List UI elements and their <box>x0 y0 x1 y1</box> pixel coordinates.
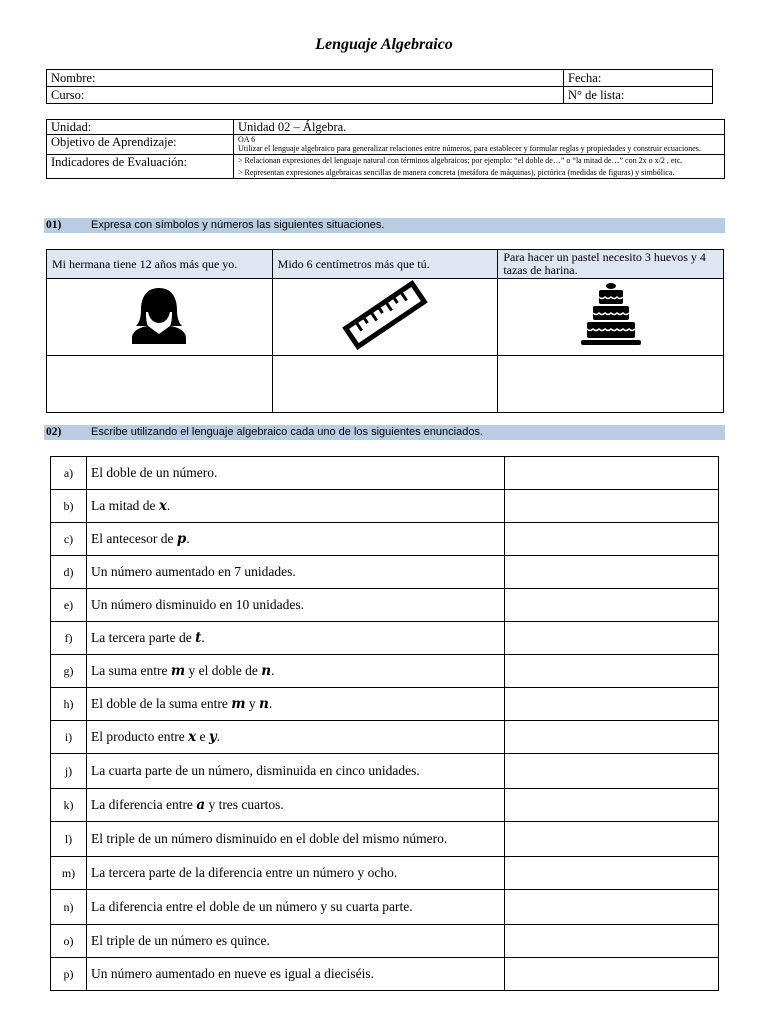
statement-row <box>51 490 719 523</box>
statement-row <box>51 457 719 490</box>
variable: x <box>188 729 197 745</box>
statement-text: El doble de un número. <box>87 457 505 490</box>
statement-letter: m) <box>51 857 87 890</box>
answer-cell[interactable] <box>505 589 719 622</box>
section2-header <box>44 425 725 440</box>
unit-value: Unidad 02 – Álgebra. <box>234 120 725 135</box>
statement-row <box>51 688 719 721</box>
section2-number: 02) <box>46 426 62 438</box>
statement-text: Un número aumentado en 7 unidades. <box>87 556 505 589</box>
statement-letter: l) <box>51 822 87 857</box>
statement-letter: e) <box>51 589 87 622</box>
section2-instruction: Escribe utilizando el lenguaje algebraico cada uno de los siguientes enunciados. <box>91 426 483 438</box>
list-number-field[interactable]: N° de lista: <box>564 87 713 104</box>
answer-cell[interactable] <box>505 622 719 655</box>
statement-letter: o) <box>51 925 87 958</box>
statement-row <box>51 754 719 789</box>
situation-1-text: Mi hermana tiene 12 años más que yo. <box>47 250 273 279</box>
statement-row <box>51 857 719 890</box>
situation-1-image <box>47 279 273 356</box>
statement-text: El triple de un número disminuido en el doble del mismo número. <box>87 822 505 857</box>
statement-text: La mitad de x. <box>87 490 505 523</box>
statement-text: La tercera parte de la diferencia entre un número y ocho. <box>87 857 505 890</box>
situation-2-image <box>272 279 498 356</box>
variable: y <box>208 729 217 745</box>
variable: x <box>158 498 167 514</box>
statement-row <box>51 958 719 991</box>
student-info-table <box>46 69 713 104</box>
statement-letter: g) <box>51 655 87 688</box>
answer-cell[interactable] <box>505 490 719 523</box>
variable: a <box>196 797 206 813</box>
answer-cell[interactable] <box>505 958 719 991</box>
statement-text: El doble de la suma entre m y n. <box>87 688 505 721</box>
statement-letter: f) <box>51 622 87 655</box>
statement-letter: k) <box>51 789 87 822</box>
answer-cell[interactable] <box>505 890 719 925</box>
situation-3-text: Para hacer un pastel necesito 3 huevos y 4 tazas de harina. <box>498 250 724 279</box>
statement-text: El triple de un número es quince. <box>87 925 505 958</box>
statement-letter: b) <box>51 490 87 523</box>
answer-cell[interactable] <box>505 655 719 688</box>
statement-text: Un número aumentado en nueve es igual a dieciséis. <box>87 958 505 991</box>
variable: m <box>231 696 246 712</box>
statement-row <box>51 890 719 925</box>
course-field[interactable]: Curso: <box>47 87 564 104</box>
statement-row <box>51 589 719 622</box>
situation-3-image <box>498 279 724 356</box>
statement-letter: i) <box>51 721 87 754</box>
statement-text: La suma entre m y el doble de n. <box>87 655 505 688</box>
name-field[interactable]: Nombre: <box>47 70 564 87</box>
answer-cell[interactable] <box>505 754 719 789</box>
statement-letter: j) <box>51 754 87 789</box>
statement-letter: c) <box>51 523 87 556</box>
indicator-1: > Relacionan expresiones del lenguaje natural con términos algebraicos; por ejemplo: “el doble de…” o “la mitad de…” con 2x o x/2 , etc. <box>238 156 683 165</box>
indicators-label: Indicadores de Evaluación: <box>47 155 234 179</box>
statement-letter: p) <box>51 958 87 991</box>
variable: p <box>176 531 187 547</box>
variable: n <box>259 696 269 712</box>
woman-icon <box>128 286 190 344</box>
answer-box-2[interactable] <box>272 356 498 413</box>
situations-table <box>46 249 724 413</box>
statement-text: Un número disminuido en 10 unidades. <box>87 589 505 622</box>
indicators-cell <box>234 155 725 179</box>
objective-text: Utilizar el lenguaje algebraico para generalizar relaciones entre números, para establecer y formular reglas y propiedades y construir ecuaciones. <box>238 144 701 153</box>
statement-letter: d) <box>51 556 87 589</box>
statement-text: La diferencia entre el doble de un número y su cuarta parte. <box>87 890 505 925</box>
statement-row <box>51 556 719 589</box>
statement-text: La tercera parte de t. <box>87 622 505 655</box>
statement-row <box>51 925 719 958</box>
statement-row <box>51 721 719 754</box>
section1-header <box>44 218 725 233</box>
statement-text: La cuarta parte de un número, disminuida en cinco unidades. <box>87 754 505 789</box>
statement-letter: n) <box>51 890 87 925</box>
statement-text: La diferencia entre a y tres cuartos. <box>87 789 505 822</box>
answer-box-1[interactable] <box>47 356 273 413</box>
answer-cell[interactable] <box>505 789 719 822</box>
unit-info-table <box>46 119 725 179</box>
statement-row <box>51 789 719 822</box>
page-title: Lenguaje Algebraico <box>315 36 453 53</box>
statement-text: El producto entre x e y. <box>87 721 505 754</box>
answer-cell[interactable] <box>505 925 719 958</box>
statement-row <box>51 622 719 655</box>
statements-table <box>50 456 719 991</box>
objective-cell <box>234 135 725 155</box>
statement-row <box>51 523 719 556</box>
answer-cell[interactable] <box>505 457 719 490</box>
answer-cell[interactable] <box>505 857 719 890</box>
answer-cell[interactable] <box>505 688 719 721</box>
unit-label: Unidad: <box>47 120 234 135</box>
statement-row <box>51 655 719 688</box>
objective-label: Objetivo de Aprendizaje: <box>47 135 234 155</box>
date-field[interactable]: Fecha: <box>564 70 713 87</box>
section1-number: 01) <box>46 219 62 231</box>
answer-cell[interactable] <box>505 822 719 857</box>
answer-box-3[interactable] <box>498 356 724 413</box>
answer-cell[interactable] <box>505 721 719 754</box>
statement-letter: a) <box>51 457 87 490</box>
cake-icon <box>581 282 641 348</box>
ruler-icon <box>342 279 428 351</box>
variable: n <box>261 663 272 679</box>
statement-row <box>51 822 719 857</box>
indicator-2: > Representan expresiones algebraicas sencillas de manera concreta (metáfora de máquinas), pictórica (medidas de figuras) y simbólica. <box>238 168 675 177</box>
answer-cell[interactable] <box>505 523 719 556</box>
objective-code: OA 6 <box>238 135 256 144</box>
variable: m <box>170 663 186 679</box>
answer-cell[interactable] <box>505 556 719 589</box>
variable: t <box>195 630 202 646</box>
section1-instruction: Expresa con símbolos y números las siguientes situaciones. <box>91 219 385 231</box>
statement-text: El antecesor de p. <box>87 523 505 556</box>
situation-2-text: Mido 6 centímetros más que tú. <box>272 250 498 279</box>
statement-letter: h) <box>51 688 87 721</box>
